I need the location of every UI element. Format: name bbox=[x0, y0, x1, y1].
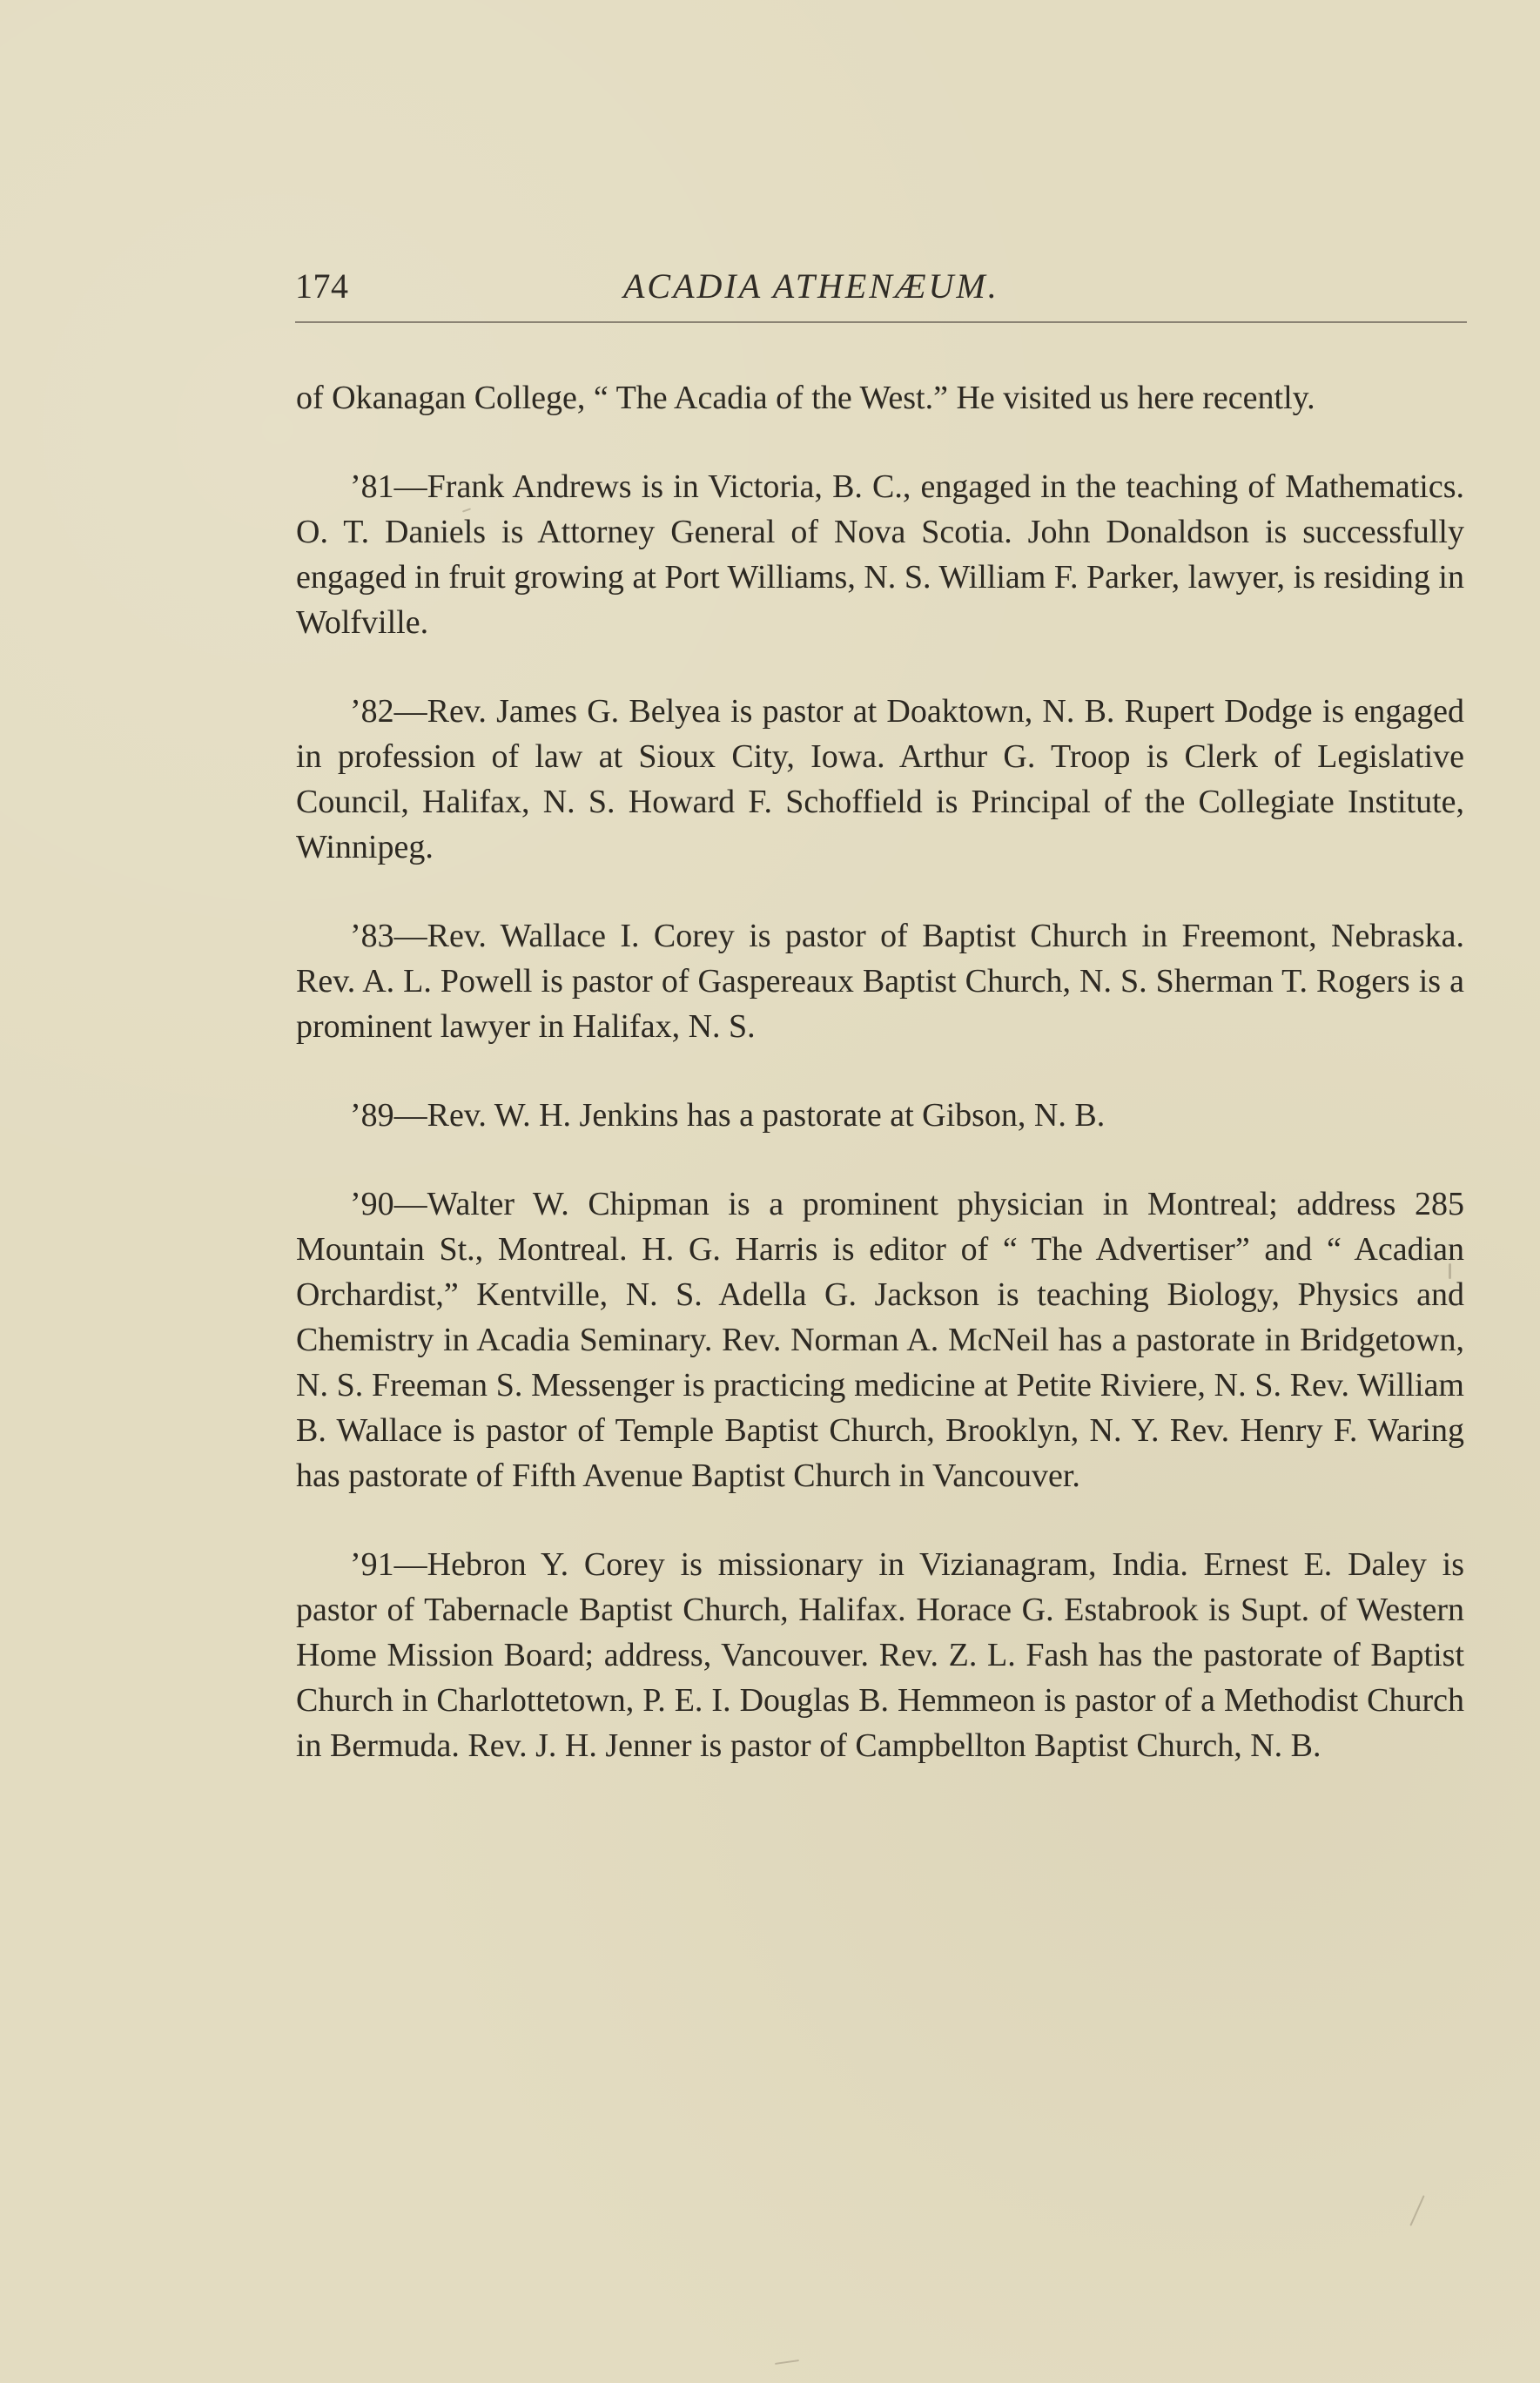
paragraph-class-1881: ’81—Frank Andrews is in Victoria, B. C., engaged in the teaching of Mathematics. O. T. Daniels is Attorney General of Nova Scotia. John Donaldson is successfully engaged in fruit growing at Port Williams, N. S. William F. Parker, lawyer, is residing in Wolfville. bbox=[296, 468, 1464, 641]
paper-speck bbox=[1409, 2195, 1424, 2226]
running-title: ACADIA ATHENÆUM. bbox=[623, 266, 999, 306]
paragraph-class-1883: ’83—Rev. Wallace I. Corey is pastor of Baptist Church in Freemont, Nebraska. Rev. A. L. Powell is pastor of Gaspereaux Baptist Church, N. S. Sherman T. Rogers is a prominent lawyer in Halifax, N. S. bbox=[296, 918, 1464, 1045]
paragraph-class-1889: ’89—Rev. W. H. Jenkins has a pastorate at Gibson, N. B. bbox=[350, 1097, 1106, 1134]
paragraph-continuation: of Okanagan College, “ The Acadia of the West.” He visited us here recently. bbox=[296, 380, 1315, 416]
page-header bbox=[295, 266, 1467, 318]
paper-speck bbox=[1449, 1263, 1451, 1279]
paragraph-class-1891: ’91—Hebron Y. Corey is missionary in Vizianagram, India. Ernest E. Daley is pastor of Tabernacle Baptist Church, Halifax. Horace G. Estabrook is Supt. of Western Home Mission Board; address, Vancouver. Rev. Z. L. Fash has the pastorate of Baptist Church in Charlottetown, P. E. I. Douglas B. Hemmeon is pastor of a Methodist Church in Bermuda. Rev. J. H. Jenner is pastor of Campbellton Baptist Church, N. B. bbox=[296, 1546, 1464, 1764]
page-number: 174 bbox=[295, 266, 349, 306]
article-body bbox=[296, 375, 1464, 1768]
paragraph-class-1882: ’82—Rev. James G. Belyea is pastor at Doaktown, N. B. Rupert Dodge is engaged in profession of law at Sioux City, Iowa. Arthur G. Troop is Clerk of Legislative Council, Halifax, N. S. Howard F. Schoffield is Principal of the Collegiate Institute, Winnipeg. bbox=[296, 693, 1464, 865]
header-rule bbox=[295, 321, 1467, 323]
paragraph-class-1890: ’90—Walter W. Chipman is a prominent physician in Montreal; address 285 Mountain St., Montreal. H. G. Harris is editor of “ The Advertiser” and “ Acadian Orchardist,” Kentville, N. S. Adella G. Jackson is teaching Biology, Physics and Chemistry in Acadia Seminary. Rev. Norman A. McNeil has a pastorate in Bridgetown, N. S. Freeman S. Messenger is practicing medicine at Petite Riviere, N. S. Rev. William B. Wallace is pastor of Temple Baptist Church, Brooklyn, N. Y. Rev. Henry F. Waring has pastorate of Fifth Avenue Baptist Church in Vancouver. bbox=[296, 1186, 1464, 1494]
paper-speck bbox=[775, 2359, 799, 2365]
